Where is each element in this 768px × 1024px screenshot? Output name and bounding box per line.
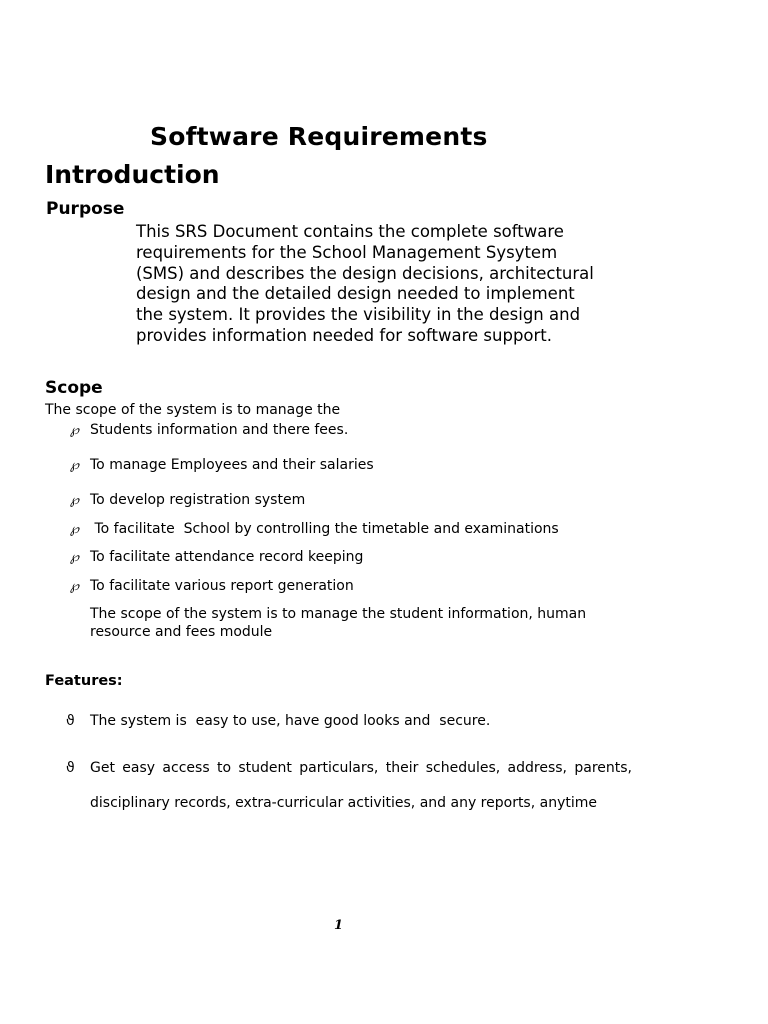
- weierstrass-bullet-icon: ℘: [70, 522, 80, 537]
- scope-item-text: To develop registration system: [90, 492, 306, 508]
- purpose-line: design and the detailed design needed to implement: [136, 284, 575, 304]
- scope-intro: The scope of the system is to manage the: [45, 402, 341, 418]
- scope-item-text: To manage Employees and their salaries: [90, 457, 374, 473]
- weierstrass-bullet-icon: ℘: [70, 458, 80, 473]
- subheading-scope: Scope: [45, 378, 103, 398]
- scope-summary: The scope of the system is to manage the student information, human resource and fees module: [90, 606, 587, 640]
- document-title: Software Requirements: [150, 122, 488, 151]
- purpose-line: This SRS Document contains the complete software: [136, 222, 564, 241]
- scope-item-text: To facilitate School by controlling the timetable and examinations: [90, 521, 559, 537]
- page-number: 1: [334, 918, 344, 933]
- subheading-features: Features:: [45, 673, 123, 689]
- purpose-line: provides information needed for software support.: [136, 325, 553, 345]
- section-heading-introduction: Introduction: [45, 160, 220, 189]
- scope-item-text: Students information and there fees.: [90, 422, 349, 438]
- scope-item-text: To facilitate attendance record keeping: [90, 549, 364, 565]
- theta-bullet-icon: ϑ: [66, 713, 75, 729]
- scope-item-text: To facilitate various report generation: [90, 578, 354, 594]
- subheading-purpose: Purpose: [46, 199, 125, 219]
- purpose-line: (SMS) and describes the design decisions, architectural: [136, 263, 594, 283]
- theta-bullet-icon: ϑ: [66, 760, 75, 776]
- weierstrass-bullet-icon: ℘: [70, 550, 80, 565]
- weierstrass-bullet-icon: ℘: [70, 579, 80, 594]
- feature-item-text: The system is easy to use, have good looks and secure.: [90, 713, 491, 729]
- weierstrass-bullet-icon: ℘: [70, 423, 80, 438]
- weierstrass-bullet-icon: ℘: [70, 493, 80, 508]
- purpose-line: the system. It provides the visibility in the design and: [136, 305, 581, 325]
- feature-item-text: Get easy access to student particulars, their schedules, address, parents, disciplinary records, extra-curricular activities, and any reports, anytime: [90, 760, 632, 811]
- purpose-paragraph: [136, 222, 636, 347]
- purpose-line: requirements for the School Management Sysytem: [136, 242, 558, 262]
